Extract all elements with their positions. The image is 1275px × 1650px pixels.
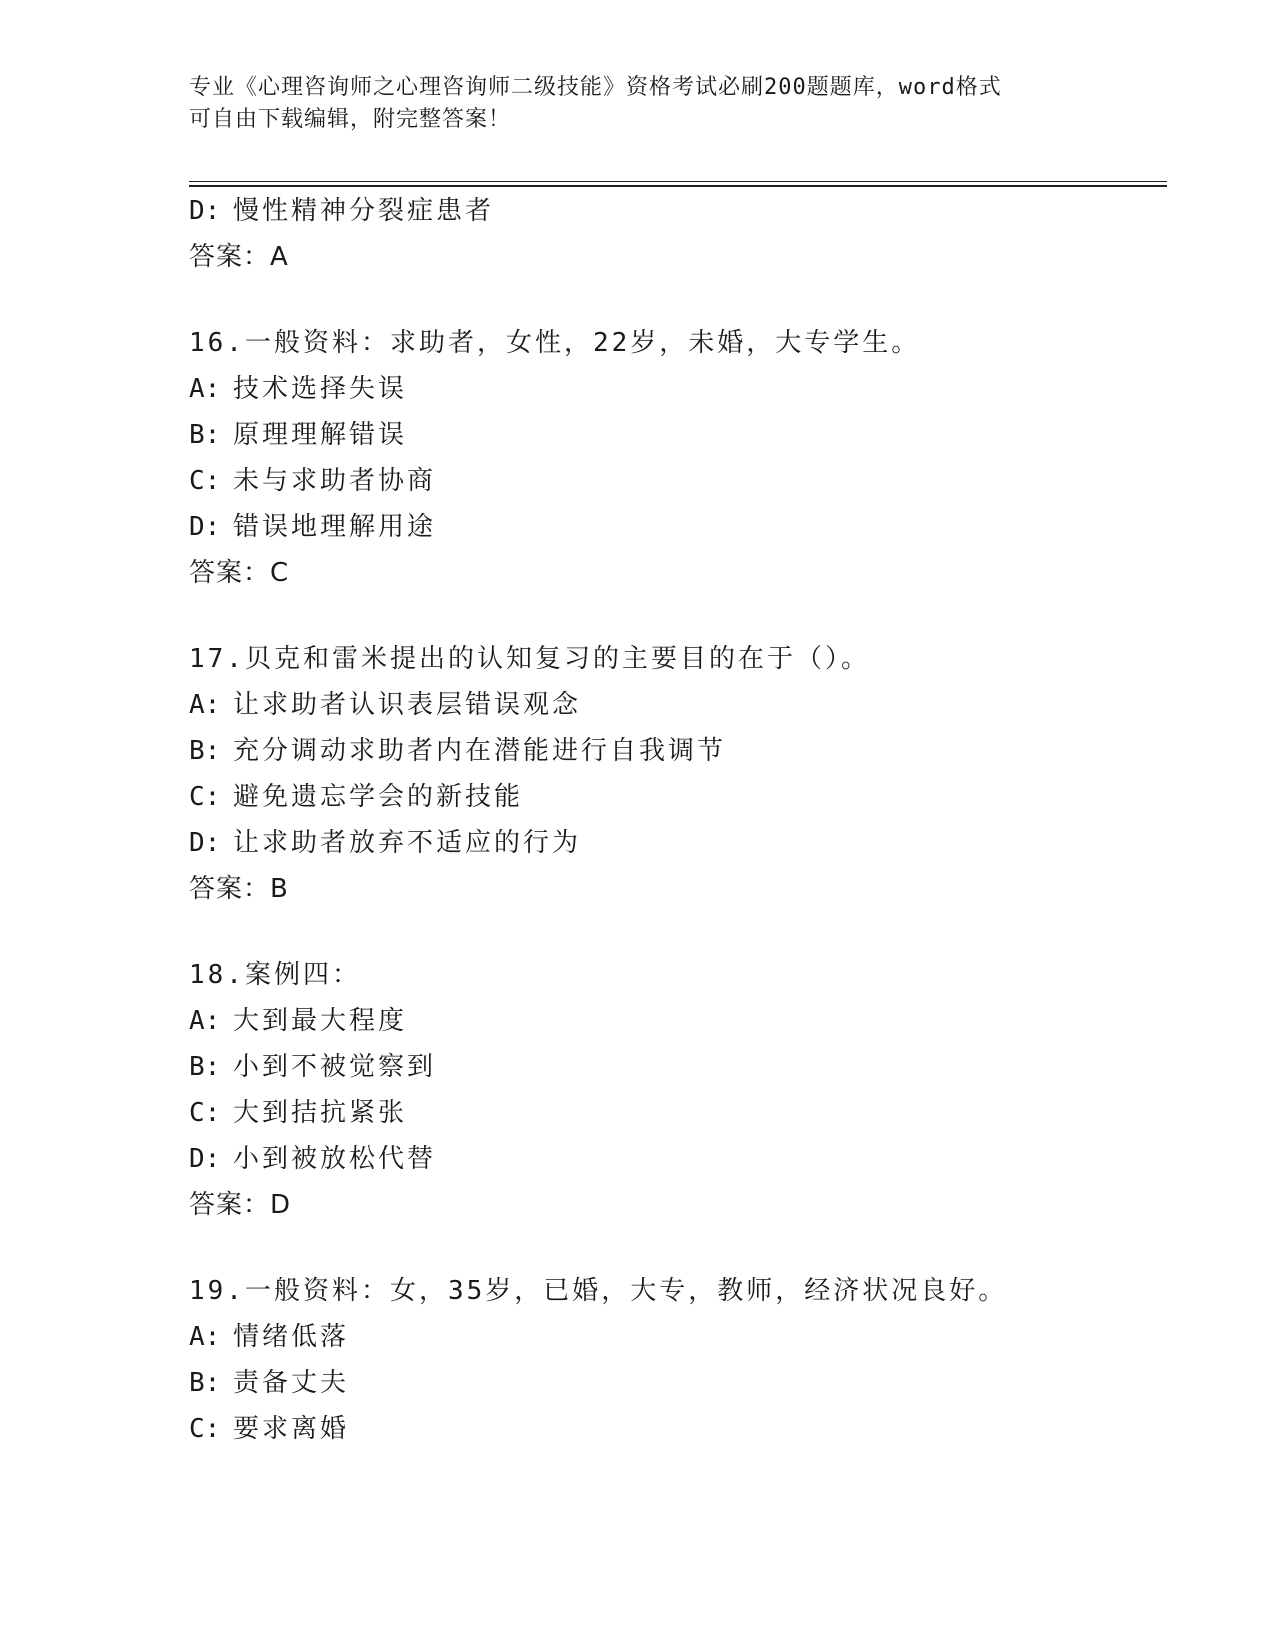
answer: 答案：C xyxy=(189,558,290,588)
answer: 答案：D xyxy=(189,1190,292,1220)
option-letter: C: xyxy=(189,782,221,812)
question-stem: 19.一般资料：女，35岁，已婚，大专，教师，经济状况良好。 xyxy=(189,1276,1008,1306)
option-text: 未与求助者协商 xyxy=(233,466,437,496)
carryover-question xyxy=(189,188,1169,280)
option-letter: B: xyxy=(189,736,221,766)
option-text: 让求助者认识表层错误观念 xyxy=(233,690,582,720)
option-b xyxy=(189,1360,1169,1406)
option-letter: C: xyxy=(189,466,221,496)
option-text: 充分调动求助者内在潜能进行自我调节 xyxy=(233,736,727,766)
option-b xyxy=(189,1044,1169,1090)
option-a xyxy=(189,998,1169,1044)
option-c xyxy=(189,458,1169,504)
option-text: 技术选择失误 xyxy=(233,374,408,404)
option-letter: D: xyxy=(189,1144,221,1174)
option-letter: C: xyxy=(189,1098,221,1128)
option-letter: A: xyxy=(189,1322,221,1352)
spacer xyxy=(189,912,1169,952)
option-b xyxy=(189,412,1169,458)
option-a xyxy=(189,1314,1169,1360)
question-stem: 17.贝克和雷米提出的认知复习的主要目的在于（）。 xyxy=(189,644,870,674)
option-letter: D: xyxy=(189,196,221,226)
option-d xyxy=(189,188,1169,234)
question-stem: 18.案例四： xyxy=(189,960,361,990)
option-letter: B: xyxy=(189,1368,221,1398)
option-text: 大到最大程度 xyxy=(233,1006,408,1036)
option-letter: A: xyxy=(189,690,221,720)
spacer xyxy=(189,596,1169,636)
option-letter: A: xyxy=(189,1006,221,1036)
spacer xyxy=(189,280,1169,320)
option-text: 要求离婚 xyxy=(233,1414,350,1444)
option-letter: A: xyxy=(189,374,221,404)
header-divider-thin xyxy=(189,181,1167,182)
option-text: 避免遗忘学会的新技能 xyxy=(233,782,524,812)
question-16 xyxy=(189,320,1169,596)
option-d xyxy=(189,820,1169,866)
option-d xyxy=(189,1136,1169,1182)
option-c xyxy=(189,774,1169,820)
question-list xyxy=(189,188,1169,1452)
option-letter: D: xyxy=(189,828,221,858)
option-text: 原理理解错误 xyxy=(233,420,408,450)
question-stem: 16.一般资料：求助者，女性，22岁，未婚，大专学生。 xyxy=(189,328,921,358)
option-text: 小到不被觉察到 xyxy=(233,1052,437,1082)
option-b xyxy=(189,728,1169,774)
option-a xyxy=(189,682,1169,728)
question-17 xyxy=(189,636,1169,912)
answer: 答案：B xyxy=(189,874,289,904)
option-c xyxy=(189,1090,1169,1136)
header-divider-thick xyxy=(189,185,1167,187)
question-18 xyxy=(189,952,1169,1228)
document-header xyxy=(189,72,1089,136)
option-letter: D: xyxy=(189,512,221,542)
option-text: 小到被放松代替 xyxy=(233,1144,437,1174)
option-c xyxy=(189,1406,1169,1452)
option-text: 慢性精神分裂症患者 xyxy=(233,196,495,226)
option-letter: C: xyxy=(189,1414,221,1444)
option-text: 情绪低落 xyxy=(233,1322,350,1352)
option-text: 错误地理解用途 xyxy=(233,512,437,542)
spacer xyxy=(189,1228,1169,1268)
answer: 答案：A xyxy=(189,242,289,272)
header-title-line-1: 专业《心理咨询师之心理咨询师二级技能》资格考试必刷200题题库，word格式 xyxy=(189,75,1002,100)
option-letter: B: xyxy=(189,420,221,450)
option-text: 责备丈夫 xyxy=(233,1368,350,1398)
header-title-line-2: 可自由下载编辑，附完整答案！ xyxy=(189,107,512,132)
option-a xyxy=(189,366,1169,412)
option-text: 让求助者放弃不适应的行为 xyxy=(233,828,582,858)
question-19 xyxy=(189,1268,1169,1452)
option-text: 大到拮抗紧张 xyxy=(233,1098,408,1128)
option-letter: B: xyxy=(189,1052,221,1082)
option-d xyxy=(189,504,1169,550)
